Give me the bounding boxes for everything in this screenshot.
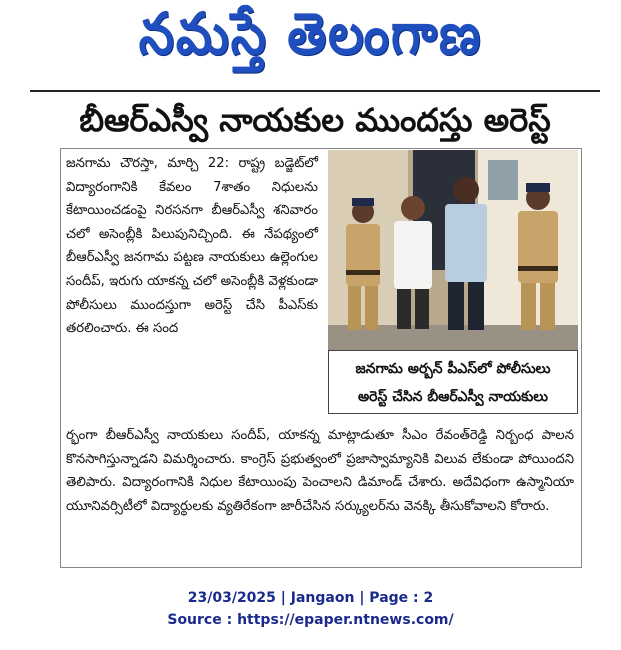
article-paragraph-column: జనగామ చౌరస్తా, మార్చి 22: రాష్ట్ర బడ్జెట్‌లో విద్యారంగానికి కేవలం 7శాతం నిధులను కేటాయించడంపై నిరసనగా బీఆర్‌ఎస్వీ శనివారం చలో అసెంబ్లీకి పిలుపునిచ్చింది. ఈ నేపథ్యంలో బీఆర్‌ఎస్వీ జనగామ పట్టణ నాయకులు ఉల్లెంగుల సందీప్, ఇరుగు యాకన్న చలో అసెంబ్లీకి వెళ్లకుండా పోలీసులు ముందస్తుగా అరెస్ట్ చేసి పీఎస్‌కు తరలించారు. ఈ సంద [66, 156, 318, 337]
photo-caption [328, 350, 578, 414]
article-paragraph-full: ర్భంగా బీఆర్‌ఎస్వీ నాయకులు సందీప్, యాకన్న మాట్లాడుతూ సీఎం రేవంత్‌రెడ్డి నిర్బంధ పాలన కొనసాగిస్తున్నాడని విమర్శించారు. కాంగ్రెస్ ప్రభుత్వంలో ప్రజాస్వామ్యానికి విలువ లేకుండా పోయిందని తెలిపారు. విద్యారంగానికి నిధుల కేటాయింపు పెంచాలని డిమాండ్ చేశారు. అదేవిధంగా ఉస్మానియా యూనివర్సిటీలో విద్యార్థులకు వ్యతిరేకంగా జారీచేసిన సర్క్యులర్‌ను వెనక్కి తీసుకోవాలని కోరారు. [66, 428, 574, 514]
window-icon [488, 160, 518, 200]
headline-top-rule [30, 90, 600, 92]
news-photo [328, 150, 578, 350]
article-full-width-text [66, 424, 574, 518]
caption-line-2: అరెస్ట్ చేసిన బీఆర్‌ఎస్వీ నాయకులు [357, 389, 549, 405]
caption-line-1: జనగామ అర్బన్ పీఎస్‌లో పోలీసులు [355, 361, 551, 377]
footer-date-edition: 23/03/2025 | Jangaon | Page : 2 [187, 590, 434, 606]
article-headline: బీఆర్‌ఎస్వీ నాయకుల ముందస్తు అరెస్ట్ [79, 101, 551, 139]
arrest-photo-illustration [328, 150, 578, 350]
footer-source: Source : https://epaper.ntnews.com/ [167, 612, 454, 628]
article-column-text [66, 152, 318, 341]
newspaper-title: నమస్తే తెలంగాణ [138, 0, 483, 68]
masthead [0, 0, 621, 82]
